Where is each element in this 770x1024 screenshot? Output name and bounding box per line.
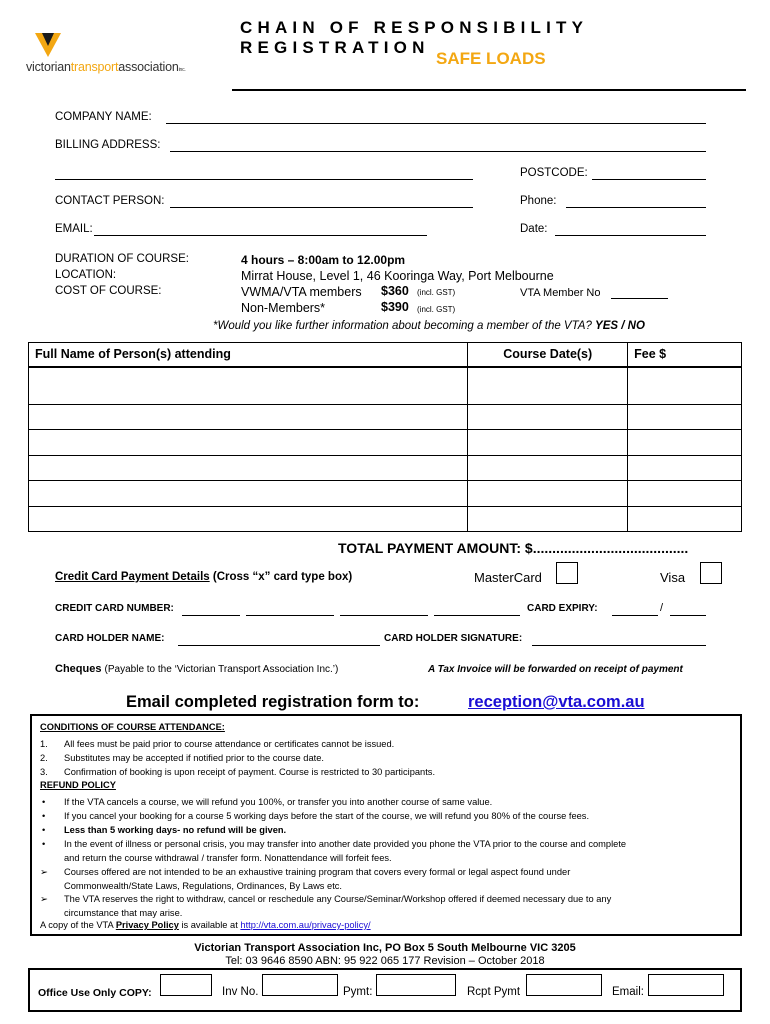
- condition-number: 2.: [40, 753, 48, 763]
- member-price-label: VWMA/VTA members: [241, 285, 362, 299]
- vta-logo-icon: [33, 30, 63, 60]
- conditions-heading: CONDITIONS OF COURSE ATTENDANCE:: [40, 722, 225, 732]
- office-email-label: Email:: [612, 986, 644, 998]
- card-number-field-1[interactable]: [182, 615, 240, 616]
- privacy-mid: is available at: [181, 920, 238, 930]
- card-number-label: CREDIT CARD NUMBER:: [55, 603, 174, 614]
- form-title: CHAIN OF RESPONSIBILITY REGISTRATION: [240, 18, 588, 57]
- cross-note: (Cross “x” card type box): [212, 571, 353, 583]
- email-address-link[interactable]: reception@vta.com.au: [468, 693, 645, 711]
- rcpt-pymt-label: Rcpt Pymt: [467, 986, 521, 998]
- vta-member-no-field[interactable]: [611, 298, 668, 299]
- fee-cell[interactable]: [628, 506, 742, 531]
- member-price: $360: [381, 284, 409, 298]
- attendee-name-cell[interactable]: [29, 430, 468, 455]
- contact-person-label: CONTACT PERSON:: [55, 195, 165, 207]
- refund-item: Courses offered are not intended to be an exhaustive training program that covers every formal or legal aspect found under: [64, 867, 571, 877]
- privacy-policy-link[interactable]: http://vta.com.au/privacy-policy/: [240, 920, 371, 930]
- pymt-field[interactable]: [376, 974, 456, 996]
- card-number-field-2[interactable]: [246, 615, 334, 616]
- date-label: Date:: [520, 223, 548, 235]
- phone-field[interactable]: [566, 207, 706, 208]
- billing-address-label: BILLING ADDRESS:: [55, 139, 161, 151]
- condition-item: Confirmation of booking is upon receipt of payment. Course is restricted to 30 participants.: [64, 767, 436, 777]
- attendee-name-cell[interactable]: [29, 367, 468, 405]
- logo-text-transport: transport: [70, 60, 119, 74]
- course-date-cell[interactable]: [468, 430, 628, 455]
- company-name-label: COMPANY NAME:: [55, 111, 152, 123]
- postcode-label: POSTCODE:: [520, 167, 588, 179]
- member-incl-gst: (incl. GST): [417, 288, 456, 297]
- total-payment-amount[interactable]: TOTAL PAYMENT AMOUNT: $........................................: [338, 540, 689, 556]
- card-number-field-3[interactable]: [340, 615, 428, 616]
- cheques-line: [55, 663, 338, 675]
- inv-no-field[interactable]: [262, 974, 338, 996]
- attendee-name-cell[interactable]: [29, 506, 468, 531]
- header-full-name: Full Name of Person(s) attending: [29, 343, 468, 367]
- card-expiry-slash: /: [660, 602, 664, 614]
- bullet-icon: •: [42, 811, 46, 821]
- email-field[interactable]: [94, 235, 427, 236]
- visa-checkbox[interactable]: [700, 562, 722, 584]
- card-expiry-label: CARD EXPIRY:: [527, 603, 598, 614]
- refund-item-continued: and return the course withdrawal / transfer form. Nonattendance will forfeit fees.: [64, 853, 392, 863]
- tax-invoice-note: A Tax Invoice will be forwarded on receipt of payment: [428, 664, 683, 675]
- mastercard-label: MasterCard: [474, 570, 542, 585]
- attendees-table: [28, 342, 742, 532]
- fee-cell[interactable]: [628, 430, 742, 455]
- office-copy-field[interactable]: [160, 974, 212, 996]
- footer-address: Victorian Transport Association Inc, PO Box 5 South Melbourne VIC 3205: [194, 942, 576, 954]
- course-date-cell[interactable]: [468, 506, 628, 531]
- cheques-note: (Payable to the ‘Victorian Transport Association Inc.’): [104, 664, 339, 675]
- header-fee: Fee $: [628, 343, 742, 367]
- header-course-dates: Course Date(s): [468, 343, 628, 367]
- email-instruction: Email completed registration form to:: [126, 693, 420, 711]
- bullet-icon: •: [42, 797, 46, 807]
- refund-item: The VTA reserves the right to withdraw, cancel or reschedule any Course/Seminar/Workshop offered if deemed necessary due to any: [64, 894, 612, 904]
- office-email-field[interactable]: [648, 974, 724, 996]
- office-use-label: Office Use Only COPY:: [38, 987, 152, 999]
- header-divider: [232, 89, 746, 91]
- company-name-field[interactable]: [166, 123, 706, 124]
- table-row: [29, 367, 742, 405]
- card-holder-signature-label: CARD HOLDER SIGNATURE:: [384, 633, 523, 644]
- fee-cell[interactable]: [628, 481, 742, 506]
- credit-card-details-title: Credit Card Payment Details: [55, 571, 210, 583]
- membership-question: [213, 320, 645, 332]
- table-row: [29, 481, 742, 506]
- privacy-policy-label: Privacy Policy: [115, 920, 179, 930]
- billing-address-line2-field[interactable]: [55, 179, 473, 180]
- card-holder-name-field[interactable]: [178, 645, 380, 646]
- card-expiry-year-field[interactable]: [670, 615, 706, 616]
- attendee-name-cell[interactable]: [29, 405, 468, 430]
- nonmember-price-label: Non-Members*: [241, 301, 326, 315]
- refund-item: Less than 5 working days- no refund will be given.: [64, 825, 287, 835]
- date-field[interactable]: [555, 235, 706, 236]
- mastercard-checkbox[interactable]: [556, 562, 578, 584]
- credit-card-details-label: [55, 571, 352, 583]
- duration-label: DURATION OF COURSE:: [55, 253, 189, 265]
- rcpt-pymt-field[interactable]: [526, 974, 602, 996]
- bullet-icon: •: [42, 839, 46, 849]
- form-subtitle: SAFE LOADS: [436, 49, 546, 68]
- condition-number: 3.: [40, 767, 48, 777]
- pymt-label: Pymt:: [343, 986, 373, 998]
- logo-text-inc: inc.: [178, 67, 186, 73]
- table-row: [29, 405, 742, 430]
- course-date-cell[interactable]: [468, 367, 628, 405]
- attendee-name-cell[interactable]: [29, 455, 468, 480]
- table-row: [29, 455, 742, 480]
- membership-yes-no[interactable]: YES / NO: [595, 320, 645, 332]
- attendees-table-header: [29, 343, 742, 367]
- card-number-field-4[interactable]: [434, 615, 520, 616]
- cost-label: COST OF COURSE:: [55, 285, 162, 297]
- billing-address-field[interactable]: [170, 151, 706, 152]
- condition-item: All fees must be paid prior to course attendance or certificates cannot be issued.: [64, 739, 395, 749]
- location-label: LOCATION:: [55, 269, 117, 281]
- location-value: Mirrat House, Level 1, 46 Kooringa Way, Port Melbourne: [241, 269, 554, 283]
- bullet-icon: •: [42, 825, 46, 835]
- card-holder-name-label: CARD HOLDER NAME:: [55, 633, 165, 644]
- fee-cell[interactable]: [628, 367, 742, 405]
- card-expiry-month-field[interactable]: [612, 615, 658, 616]
- inv-no-label: Inv No.: [222, 986, 259, 998]
- course-date-cell[interactable]: [468, 455, 628, 480]
- logo-text-association: association: [118, 60, 179, 74]
- privacy-policy-line: [40, 919, 371, 933]
- cheques-label: Cheques: [55, 663, 102, 675]
- refund-item: In the event of illness or personal crisis, you may transfer into another date provided you phone the VTA prior to the course and complete: [64, 839, 627, 849]
- card-holder-signature-field[interactable]: [532, 645, 706, 646]
- visa-label: Visa: [660, 570, 686, 585]
- refund-policy-heading: REFUND POLICY: [40, 780, 116, 790]
- contact-person-field[interactable]: [170, 207, 473, 208]
- nonmember-price: $390: [381, 300, 409, 314]
- condition-number: 1.: [40, 739, 48, 749]
- fee-cell[interactable]: [628, 405, 742, 430]
- logo-text-victorian: victorian: [26, 60, 71, 74]
- arrow-bullet-icon: ➢: [40, 867, 48, 877]
- table-row: [29, 506, 742, 531]
- refund-item-continued: circumstance that may arise.: [64, 908, 183, 918]
- refund-item: If you cancel your booking for a course 5 working days before the start of the course, we will refund you 80% of the course fees.: [64, 811, 590, 821]
- footer-contact: Tel: 03 9646 8590 ABN: 95 922 065 177 Revision – October 2018: [225, 955, 545, 967]
- nonmember-incl-gst: (incl. GST): [417, 305, 456, 314]
- refund-item: If the VTA cancels a course, we will refund you 100%, or transfer you into another course of same value.: [64, 797, 493, 807]
- privacy-prefix: A copy of the VTA: [40, 920, 114, 930]
- vta-member-no-label: VTA Member No: [520, 287, 601, 299]
- attendee-name-cell[interactable]: [29, 481, 468, 506]
- duration-value: 4 hours – 8:00am to 12.00pm: [241, 253, 406, 267]
- email-label: EMAIL:: [55, 223, 93, 235]
- course-date-cell[interactable]: [468, 481, 628, 506]
- phone-label: Phone:: [520, 195, 557, 207]
- membership-question-text: *Would you like further information about becoming a member of the VTA?: [213, 320, 592, 332]
- refund-item-continued: Commonwealth/State Laws, Regulations, Ordinances, By Laws etc.: [64, 881, 343, 891]
- postcode-field[interactable]: [592, 179, 706, 180]
- condition-item: Substitutes may be accepted if notified prior to the course date.: [64, 753, 324, 763]
- course-date-cell[interactable]: [468, 405, 628, 430]
- fee-cell[interactable]: [628, 455, 742, 480]
- table-row: [29, 430, 742, 455]
- arrow-bullet-icon: ➢: [40, 894, 48, 904]
